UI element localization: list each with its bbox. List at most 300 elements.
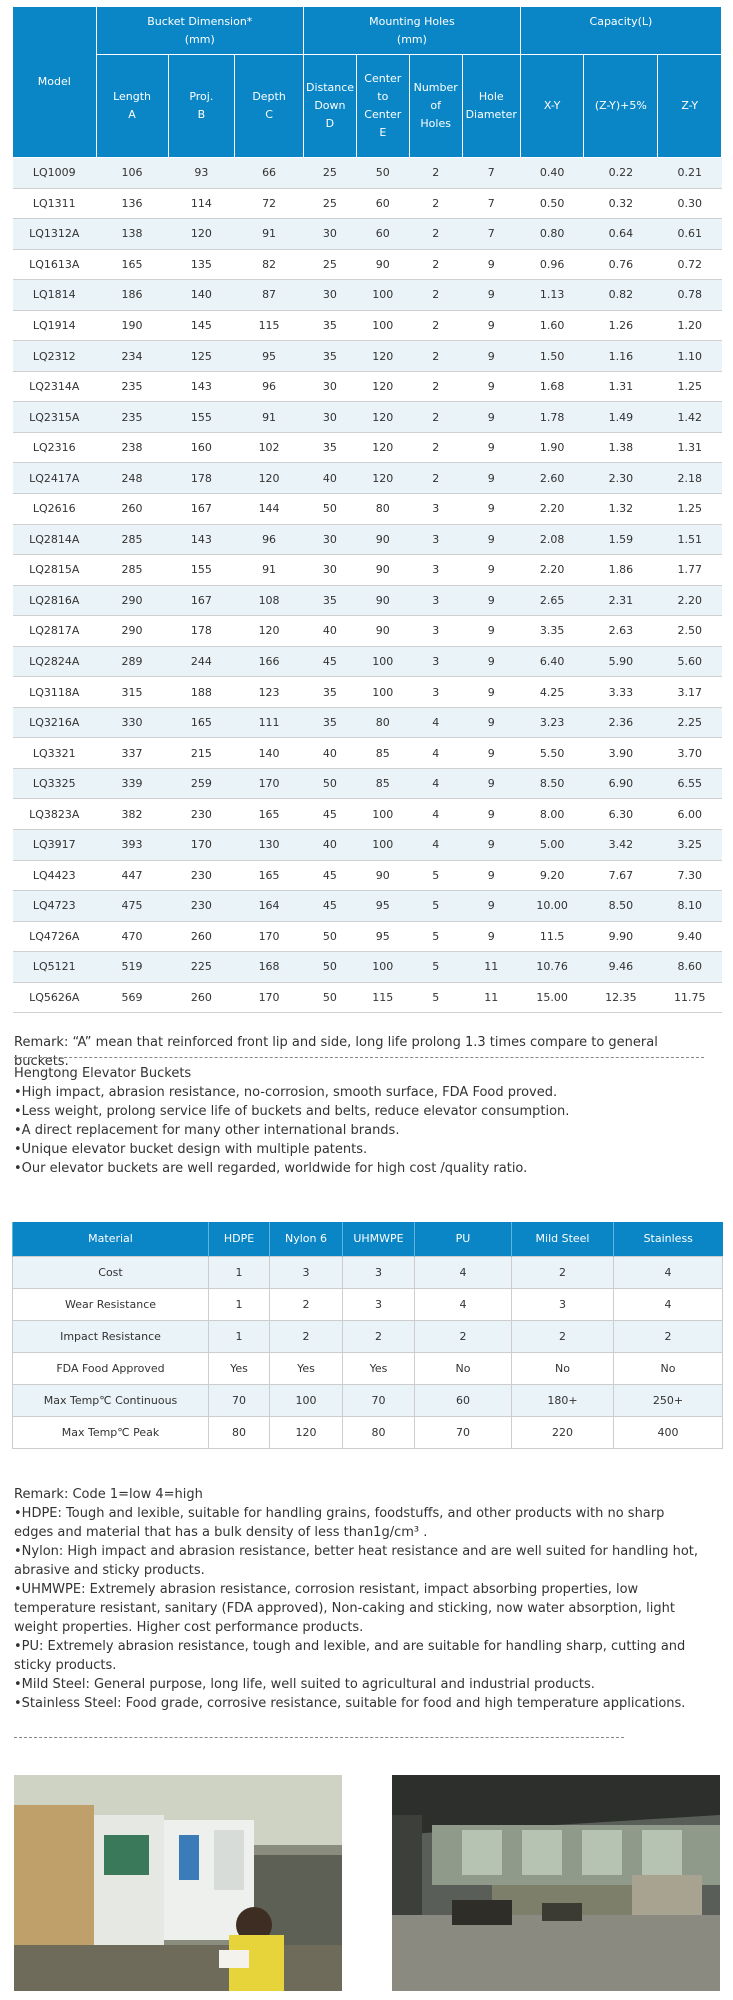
spec-cell: 2.25 xyxy=(658,707,722,738)
model-cell: LQ1009 xyxy=(13,158,97,189)
spec-row xyxy=(13,188,722,219)
material-row xyxy=(13,1384,723,1416)
spec-row xyxy=(13,768,722,799)
spec-cell: 80 xyxy=(356,494,409,525)
spec-row xyxy=(13,585,722,616)
model-cell: LQ1814 xyxy=(13,280,97,311)
spec-row xyxy=(13,249,722,280)
spec-row xyxy=(13,555,722,586)
spec-cell: 9.20 xyxy=(520,860,583,891)
spec-cell: 9 xyxy=(462,371,520,402)
property-cell: Max Temp℃ Continuous xyxy=(13,1384,209,1416)
spec-cell: 1.31 xyxy=(584,371,658,402)
spec-row xyxy=(13,830,722,861)
spec-cell: 120 xyxy=(235,463,304,494)
feature-item: •A direct replacement for many other international brands. xyxy=(14,1123,400,1138)
material-note: •Mild Steel: General purpose, long life, well suited to agricultural and industrial products. xyxy=(14,1677,595,1692)
spec-cell: 2.31 xyxy=(584,585,658,616)
spec-cell: 82 xyxy=(235,249,304,280)
spec-cell: 1.13 xyxy=(520,280,583,311)
spec-cell: 290 xyxy=(96,585,168,616)
spec-row xyxy=(13,677,722,708)
spec-cell: 1.50 xyxy=(520,341,583,372)
material-row xyxy=(13,1416,723,1448)
model-cell: LQ2824A xyxy=(13,646,97,677)
material-value-cell: 4 xyxy=(415,1256,512,1288)
col-number-of-holes-header: Number of Holes xyxy=(409,55,462,158)
spec-cell: 3 xyxy=(409,494,462,525)
spec-cell: 15.00 xyxy=(520,982,583,1013)
spec-cell: 35 xyxy=(303,341,356,372)
spec-cell: 50 xyxy=(303,921,356,952)
spec-table-body xyxy=(13,158,722,1013)
spec-cell: 165 xyxy=(168,707,235,738)
spec-cell: 3.25 xyxy=(658,830,722,861)
property-cell: Max Temp℃ Peak xyxy=(13,1416,209,1448)
model-cell: LQ3216A xyxy=(13,707,97,738)
spec-cell: 3.35 xyxy=(520,616,583,647)
spec-cell: 569 xyxy=(96,982,168,1013)
material-row xyxy=(13,1288,723,1320)
spec-cell: 120 xyxy=(235,616,304,647)
spec-cell: 8.50 xyxy=(520,768,583,799)
spec-cell: 9 xyxy=(462,341,520,372)
spec-cell: 289 xyxy=(96,646,168,677)
feature-item: •Our elevator buckets are well regarded, worldwide for high cost /quality ratio. xyxy=(14,1161,528,1176)
spec-cell: 3 xyxy=(409,677,462,708)
model-cell: LQ2616 xyxy=(13,494,97,525)
model-cell: LQ1914 xyxy=(13,310,97,341)
material-note: •Nylon: High impact and abrasion resistance, better heat resistance and are well suited for handling hot, abrasive and sticky products. xyxy=(14,1544,698,1578)
spec-cell: 9 xyxy=(462,830,520,861)
spec-cell: 2 xyxy=(409,158,462,189)
spec-cell: 100 xyxy=(356,646,409,677)
model-cell: LQ3917 xyxy=(13,830,97,861)
spec-cell: 339 xyxy=(96,768,168,799)
material-col-header: UHMWPE xyxy=(343,1222,415,1256)
model-cell: LQ1613A xyxy=(13,249,97,280)
spec-cell: 5.90 xyxy=(584,646,658,677)
spec-cell: 3.17 xyxy=(658,677,722,708)
model-cell: LQ2315A xyxy=(13,402,97,433)
spec-cell: 1.25 xyxy=(658,371,722,402)
col-proj-header: Proj. B xyxy=(168,55,235,158)
spec-cell: 50 xyxy=(303,768,356,799)
spec-cell: 144 xyxy=(235,494,304,525)
feature-item: •Unique elevator bucket design with multiple patents. xyxy=(14,1142,368,1157)
spec-cell: 143 xyxy=(168,371,235,402)
spec-cell: 9.46 xyxy=(584,952,658,983)
spec-cell: 40 xyxy=(303,616,356,647)
spec-row xyxy=(13,341,722,372)
spec-cell: 7 xyxy=(462,188,520,219)
spec-cell: 80 xyxy=(356,707,409,738)
spec-cell: 470 xyxy=(96,921,168,952)
spec-row xyxy=(13,707,722,738)
spec-cell: 9 xyxy=(462,799,520,830)
spec-cell: 9 xyxy=(462,860,520,891)
feature-item: •High impact, abrasion resistance, no-corrosion, smooth surface, FDA Food proved. xyxy=(14,1085,558,1100)
spec-cell: 30 xyxy=(303,402,356,433)
spec-cell: 160 xyxy=(168,432,235,463)
spec-cell: 9 xyxy=(462,891,520,922)
spec-cell: 2.65 xyxy=(520,585,583,616)
spec-cell: 90 xyxy=(356,555,409,586)
spec-row xyxy=(13,524,722,555)
spec-cell: 259 xyxy=(168,768,235,799)
material-value-cell: 2 xyxy=(343,1320,415,1352)
spec-cell: 45 xyxy=(303,860,356,891)
material-value-cell: 70 xyxy=(343,1384,415,1416)
spec-cell: 2 xyxy=(409,463,462,494)
spec-cell: 100 xyxy=(356,280,409,311)
spec-cell: 5 xyxy=(409,952,462,983)
material-value-cell: 4 xyxy=(415,1288,512,1320)
spec-cell: 25 xyxy=(303,158,356,189)
spec-cell: 167 xyxy=(168,494,235,525)
spec-cell: 2.08 xyxy=(520,524,583,555)
model-cell: LQ4723 xyxy=(13,891,97,922)
col-zy5-header: (Z-Y)+5% xyxy=(584,55,658,158)
spec-cell: 3 xyxy=(409,616,462,647)
material-value-cell: No xyxy=(614,1352,723,1384)
property-cell: Wear Resistance xyxy=(13,1288,209,1320)
model-cell: LQ2417A xyxy=(13,463,97,494)
material-value-cell: 1 xyxy=(209,1288,270,1320)
property-cell: FDA Food Approved xyxy=(13,1352,209,1384)
spec-cell: 5.50 xyxy=(520,738,583,769)
material-value-cell: 2 xyxy=(614,1320,723,1352)
col-hole-diameter-header: Hole Diameter xyxy=(462,55,520,158)
model-cell: LQ1312A xyxy=(13,219,97,250)
spec-cell: 96 xyxy=(235,524,304,555)
spec-cell: 9 xyxy=(462,463,520,494)
spec-cell: 125 xyxy=(168,341,235,372)
spec-cell: 170 xyxy=(235,982,304,1013)
col-distance-down-header: Distance Down D xyxy=(303,55,356,158)
spec-cell: 8.10 xyxy=(658,891,722,922)
spec-cell: 100 xyxy=(356,830,409,861)
col-model-header: Model xyxy=(13,7,97,158)
spec-cell: 9 xyxy=(462,585,520,616)
material-value-cell: 400 xyxy=(614,1416,723,1448)
spec-row xyxy=(13,432,722,463)
spec-cell: 45 xyxy=(303,799,356,830)
model-cell: LQ2316 xyxy=(13,432,97,463)
spec-cell: 0.72 xyxy=(658,249,722,280)
spec-row xyxy=(13,371,722,402)
spec-cell: 6.40 xyxy=(520,646,583,677)
spec-cell: 10.00 xyxy=(520,891,583,922)
model-cell: LQ3118A xyxy=(13,677,97,708)
model-cell: LQ2312 xyxy=(13,341,97,372)
model-cell: LQ1311 xyxy=(13,188,97,219)
spec-cell: 9 xyxy=(462,738,520,769)
spec-cell: 120 xyxy=(356,371,409,402)
spec-cell: 260 xyxy=(168,921,235,952)
material-col-header: HDPE xyxy=(209,1222,270,1256)
model-cell: LQ2814A xyxy=(13,524,97,555)
spec-cell: 5.00 xyxy=(520,830,583,861)
spec-cell: 95 xyxy=(356,921,409,952)
spec-cell: 50 xyxy=(356,158,409,189)
spec-cell: 2 xyxy=(409,188,462,219)
spec-cell: 0.30 xyxy=(658,188,722,219)
spec-cell: 285 xyxy=(96,555,168,586)
spec-cell: 3 xyxy=(409,555,462,586)
spec-cell: 165 xyxy=(235,860,304,891)
model-cell: LQ3321 xyxy=(13,738,97,769)
remark-a: Remark: “A” mean that reinforced front lip and side, long life prolong 1.3 times compare to general buckets. xyxy=(14,1035,658,1069)
material-note: •UHMWPE: Extremely abrasion resistance, corrosion resistant, impact absorbing properties, low temperature resistant, sanitary (FDA approved), Non-caking and sticking, now water absorption, light weight properties. Higher cost performance products. xyxy=(14,1582,675,1635)
spec-cell: 100 xyxy=(356,310,409,341)
spec-cell: 7.67 xyxy=(584,860,658,891)
spec-row xyxy=(13,280,722,311)
spec-cell: 155 xyxy=(168,402,235,433)
spec-cell: 9 xyxy=(462,616,520,647)
spec-cell: 447 xyxy=(96,860,168,891)
spec-cell: 290 xyxy=(96,616,168,647)
material-value-cell: Yes xyxy=(343,1352,415,1384)
spec-cell: 382 xyxy=(96,799,168,830)
spec-cell: 6.00 xyxy=(658,799,722,830)
spec-cell: 2 xyxy=(409,371,462,402)
spec-cell: 90 xyxy=(356,524,409,555)
spec-cell: 1.38 xyxy=(584,432,658,463)
material-value-cell: 220 xyxy=(512,1416,614,1448)
spec-cell: 140 xyxy=(235,738,304,769)
material-value-cell: No xyxy=(512,1352,614,1384)
spec-cell: 170 xyxy=(235,768,304,799)
material-row xyxy=(13,1352,723,1384)
spec-cell: 519 xyxy=(96,952,168,983)
col-xy-header: X-Y xyxy=(520,55,583,158)
spec-cell: 1.20 xyxy=(658,310,722,341)
spec-cell: 9 xyxy=(462,249,520,280)
spec-row xyxy=(13,463,722,494)
spec-cell: 230 xyxy=(168,799,235,830)
spec-cell: 2.20 xyxy=(658,585,722,616)
spec-row xyxy=(13,860,722,891)
spec-cell: 2.60 xyxy=(520,463,583,494)
spec-cell: 115 xyxy=(235,310,304,341)
spec-cell: 106 xyxy=(96,158,168,189)
spec-cell: 108 xyxy=(235,585,304,616)
material-value-cell: 1 xyxy=(209,1320,270,1352)
material-value-cell: 80 xyxy=(343,1416,415,1448)
spec-cell: 145 xyxy=(168,310,235,341)
material-col-header: Nylon 6 xyxy=(270,1222,343,1256)
material-value-cell: 100 xyxy=(270,1384,343,1416)
spec-cell: 12.35 xyxy=(584,982,658,1013)
material-value-cell: 2 xyxy=(512,1320,614,1352)
spec-cell: 337 xyxy=(96,738,168,769)
spec-cell: 9 xyxy=(462,402,520,433)
spec-cell: 2.18 xyxy=(658,463,722,494)
material-table xyxy=(12,1222,723,1449)
spec-row xyxy=(13,646,722,677)
spec-cell: 120 xyxy=(356,463,409,494)
spec-cell: 11.75 xyxy=(658,982,722,1013)
spec-cell: 475 xyxy=(96,891,168,922)
spec-cell: 1.78 xyxy=(520,402,583,433)
spec-cell: 9 xyxy=(462,707,520,738)
col-depth-header: Depth C xyxy=(235,55,304,158)
spec-cell: 50 xyxy=(303,952,356,983)
material-value-cell: 2 xyxy=(270,1288,343,1320)
spec-cell: 136 xyxy=(96,188,168,219)
spec-cell: 186 xyxy=(96,280,168,311)
material-col-header: Stainless xyxy=(614,1222,723,1256)
spec-row xyxy=(13,219,722,250)
material-value-cell: 3 xyxy=(512,1288,614,1320)
spec-cell: 230 xyxy=(168,860,235,891)
spec-cell: 1.59 xyxy=(584,524,658,555)
spec-cell: 6.55 xyxy=(658,768,722,799)
spec-cell: 7 xyxy=(462,158,520,189)
material-value-cell: 3 xyxy=(343,1288,415,1320)
spec-cell: 135 xyxy=(168,249,235,280)
spec-cell: 1.25 xyxy=(658,494,722,525)
spec-cell: 165 xyxy=(235,799,304,830)
spec-cell: 230 xyxy=(168,891,235,922)
spec-cell: 238 xyxy=(96,432,168,463)
model-cell: LQ3823A xyxy=(13,799,97,830)
spec-cell: 0.21 xyxy=(658,158,722,189)
material-value-cell: 2 xyxy=(270,1320,343,1352)
spec-cell: 50 xyxy=(303,494,356,525)
features-title: Hengtong Elevator Buckets xyxy=(14,1066,192,1081)
material-value-cell: 2 xyxy=(415,1320,512,1352)
spec-cell: 45 xyxy=(303,891,356,922)
divider xyxy=(14,1737,624,1738)
spec-cell: 30 xyxy=(303,555,356,586)
spec-row xyxy=(13,402,722,433)
spec-cell: 188 xyxy=(168,677,235,708)
spec-cell: 3 xyxy=(409,646,462,677)
model-cell: LQ2314A xyxy=(13,371,97,402)
spec-cell: 9 xyxy=(462,280,520,311)
spec-row xyxy=(13,310,722,341)
spec-cell: 35 xyxy=(303,432,356,463)
spec-cell: 91 xyxy=(235,219,304,250)
material-note: •Stainless Steel: Food grade, corrosive resistance, suitable for food and high temperature applications. xyxy=(14,1696,686,1711)
spec-cell: 2 xyxy=(409,219,462,250)
spec-cell: 3.33 xyxy=(584,677,658,708)
spec-cell: 9.90 xyxy=(584,921,658,952)
spec-cell: 120 xyxy=(356,432,409,463)
spec-cell: 9 xyxy=(462,524,520,555)
material-value-cell: 250+ xyxy=(614,1384,723,1416)
material-note: •HDPE: Tough and lexible, suitable for handling grains, foodstuffs, and other products with no sharp edges and material that has a bulk density of less than1g/cm³ . xyxy=(14,1506,665,1540)
spec-cell: 35 xyxy=(303,677,356,708)
material-value-cell: 2 xyxy=(512,1256,614,1288)
spec-cell: 2 xyxy=(409,280,462,311)
spec-cell: 90 xyxy=(356,585,409,616)
spec-cell: 2.30 xyxy=(584,463,658,494)
spec-cell: 178 xyxy=(168,463,235,494)
spec-cell: 3.70 xyxy=(658,738,722,769)
spec-cell: 96 xyxy=(235,371,304,402)
spec-cell: 244 xyxy=(168,646,235,677)
spec-cell: 9 xyxy=(462,646,520,677)
spec-cell: 91 xyxy=(235,402,304,433)
spec-cell: 0.32 xyxy=(584,188,658,219)
material-value-cell: 70 xyxy=(415,1416,512,1448)
spec-cell: 1.31 xyxy=(658,432,722,463)
spec-cell: 114 xyxy=(168,188,235,219)
spec-row xyxy=(13,494,722,525)
material-value-cell: 3 xyxy=(343,1256,415,1288)
spec-cell: 9 xyxy=(462,432,520,463)
spec-cell: 11 xyxy=(462,952,520,983)
spec-cell: 170 xyxy=(235,921,304,952)
spec-cell: 90 xyxy=(356,860,409,891)
spec-cell: 30 xyxy=(303,280,356,311)
spec-cell: 3 xyxy=(409,585,462,616)
spec-cell: 6.90 xyxy=(584,768,658,799)
spec-cell: 1.32 xyxy=(584,494,658,525)
spec-cell: 8.50 xyxy=(584,891,658,922)
col-zy-header: Z-Y xyxy=(658,55,722,158)
spec-cell: 285 xyxy=(96,524,168,555)
spec-cell: 91 xyxy=(235,555,304,586)
spec-cell: 0.50 xyxy=(520,188,583,219)
spec-row xyxy=(13,982,722,1013)
spec-cell: 11.5 xyxy=(520,921,583,952)
spec-cell: 155 xyxy=(168,555,235,586)
spec-cell: 115 xyxy=(356,982,409,1013)
model-cell: LQ5626A xyxy=(13,982,97,1013)
spec-cell: 8.00 xyxy=(520,799,583,830)
material-table-body xyxy=(13,1256,723,1448)
spec-row xyxy=(13,952,722,983)
material-row xyxy=(13,1256,723,1288)
spec-cell: 4 xyxy=(409,707,462,738)
spec-cell: 0.96 xyxy=(520,249,583,280)
spec-cell: 66 xyxy=(235,158,304,189)
material-table-header xyxy=(13,1222,723,1256)
spec-cell: 60 xyxy=(356,188,409,219)
spec-cell: 0.40 xyxy=(520,158,583,189)
spec-cell: 95 xyxy=(356,891,409,922)
spec-row xyxy=(13,921,722,952)
spec-cell: 9 xyxy=(462,555,520,586)
spec-cell: 2 xyxy=(409,310,462,341)
spec-cell: 100 xyxy=(356,799,409,830)
spec-cell: 10.76 xyxy=(520,952,583,983)
spec-cell: 130 xyxy=(235,830,304,861)
material-row xyxy=(13,1320,723,1352)
spec-cell: 0.76 xyxy=(584,249,658,280)
spec-cell: 215 xyxy=(168,738,235,769)
spec-cell: 120 xyxy=(356,341,409,372)
model-cell: LQ2816A xyxy=(13,585,97,616)
spec-cell: 260 xyxy=(96,494,168,525)
material-value-cell: 4 xyxy=(614,1256,723,1288)
spec-cell: 25 xyxy=(303,188,356,219)
model-cell: LQ2817A xyxy=(13,616,97,647)
spec-cell: 9 xyxy=(462,677,520,708)
spec-cell: 393 xyxy=(96,830,168,861)
spec-cell: 2.63 xyxy=(584,616,658,647)
material-col-header: Material xyxy=(13,1222,209,1256)
spec-cell: 2.20 xyxy=(520,555,583,586)
spec-cell: 0.22 xyxy=(584,158,658,189)
spec-cell: 166 xyxy=(235,646,304,677)
col-center-to-center-header: Center to Center E xyxy=(356,55,409,158)
spec-cell: 164 xyxy=(235,891,304,922)
